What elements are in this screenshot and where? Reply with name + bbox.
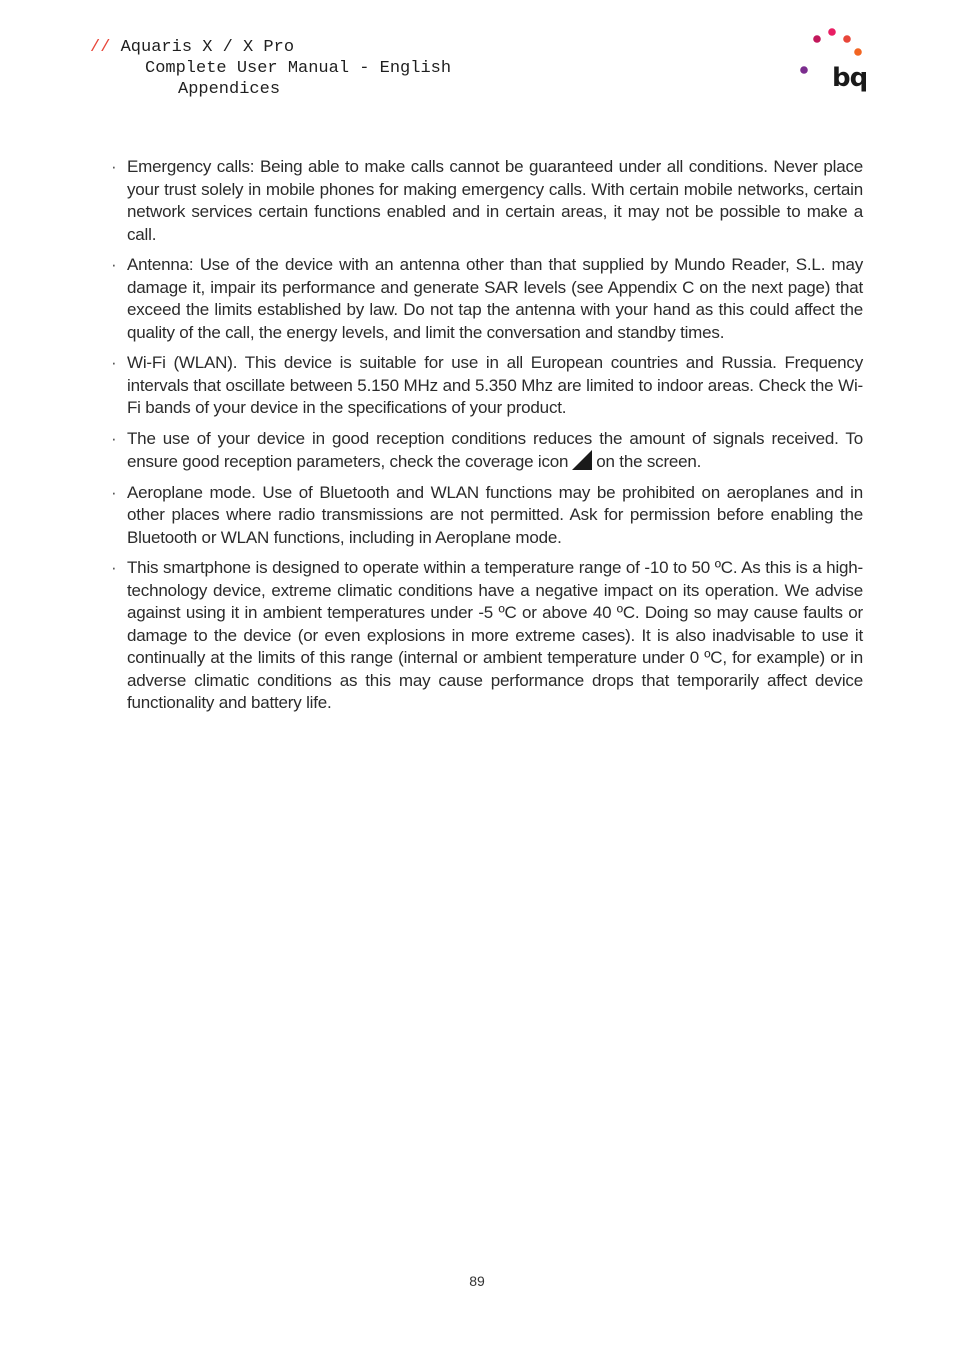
- list-item-wifi: · Wi-Fi (WLAN). This device is suitable for use in all European countries and Russia. Frequency intervals that oscillate between 5.150 MHz and 5.350 Mhz are limited to indoor areas. Check the Wi-Fi bands of your device in the specifications of your product.: [111, 352, 863, 420]
- logo-dot: [800, 66, 808, 74]
- page-number: 89: [469, 1273, 485, 1289]
- reception-text-after: on the screen.: [596, 452, 702, 471]
- appendix-content: [111, 156, 863, 723]
- manual-title: Aquaris X / X Pro: [120, 38, 295, 57]
- header-slashes: //: [90, 38, 111, 57]
- list-item-emergency-calls: · Emergency calls: Being able to make calls cannot be guaranteed under all conditions. Never place your trust solely in mobile phones for making emergency calls. With certain mobile networks, certain network services certain functions enabled and in certain areas, it may not be possible to make a call.: [111, 156, 863, 246]
- logo-dot: [828, 28, 836, 36]
- safety-bullet-list: [111, 156, 863, 715]
- logo-dot: [843, 35, 851, 43]
- document-header: [90, 37, 451, 100]
- signal-coverage-icon: [571, 450, 593, 470]
- list-item-antenna: · Antenna: Use of the device with an antenna other than that supplied by Mundo Reader, S.L. may damage it, impair its performance and generate SAR levels (see Appendix C on the next page) that exceed the limits established by law. Do not tap the antenna with your hand as this could affect the quality of the call, the energy levels, and limit the conversation and standby times.: [111, 254, 863, 344]
- logo-dot: [854, 48, 862, 56]
- list-item-reception: [111, 428, 863, 474]
- list-item-aeroplane-mode: · Aeroplane mode. Use of Bluetooth and WLAN functions may be prohibited on aeroplanes and in other places where radio transmissions are not permitted. Ask for permission before enabling the Bluetooth or WLAN functions, including in Aeroplane mode.: [111, 482, 863, 550]
- logo-dot: [813, 35, 821, 43]
- section-name: Appendices: [178, 80, 281, 99]
- header-title-line: [90, 37, 451, 58]
- reception-text-before: The use of your device in good reception conditions reduces the amount of signals received. To ensure good reception parameters, check the coverage icon: [127, 428, 863, 471]
- bq-logo: [796, 26, 866, 96]
- logo-text: bq: [832, 63, 866, 93]
- manual-subtitle: Complete User Manual - English: [145, 59, 452, 78]
- list-item-temperature: · This smartphone is designed to operate within a temperature range of -10 to 50 ºC. As this is a high-technology device, extreme climatic conditions have a negative impact on its operation. We advise against using it in ambient temperatures under -5 ºC or above 40 ºC. Doing so may cause faults or damage to the device (or even explosions in more extreme cases). It is also inadvisable to use it continually at the limits of this range (internal or ambient temperature under 0 ºC, for example) or in adverse climatic conditions as this may cause performance drops that temporarily affect device functionality and battery life.: [111, 557, 863, 715]
